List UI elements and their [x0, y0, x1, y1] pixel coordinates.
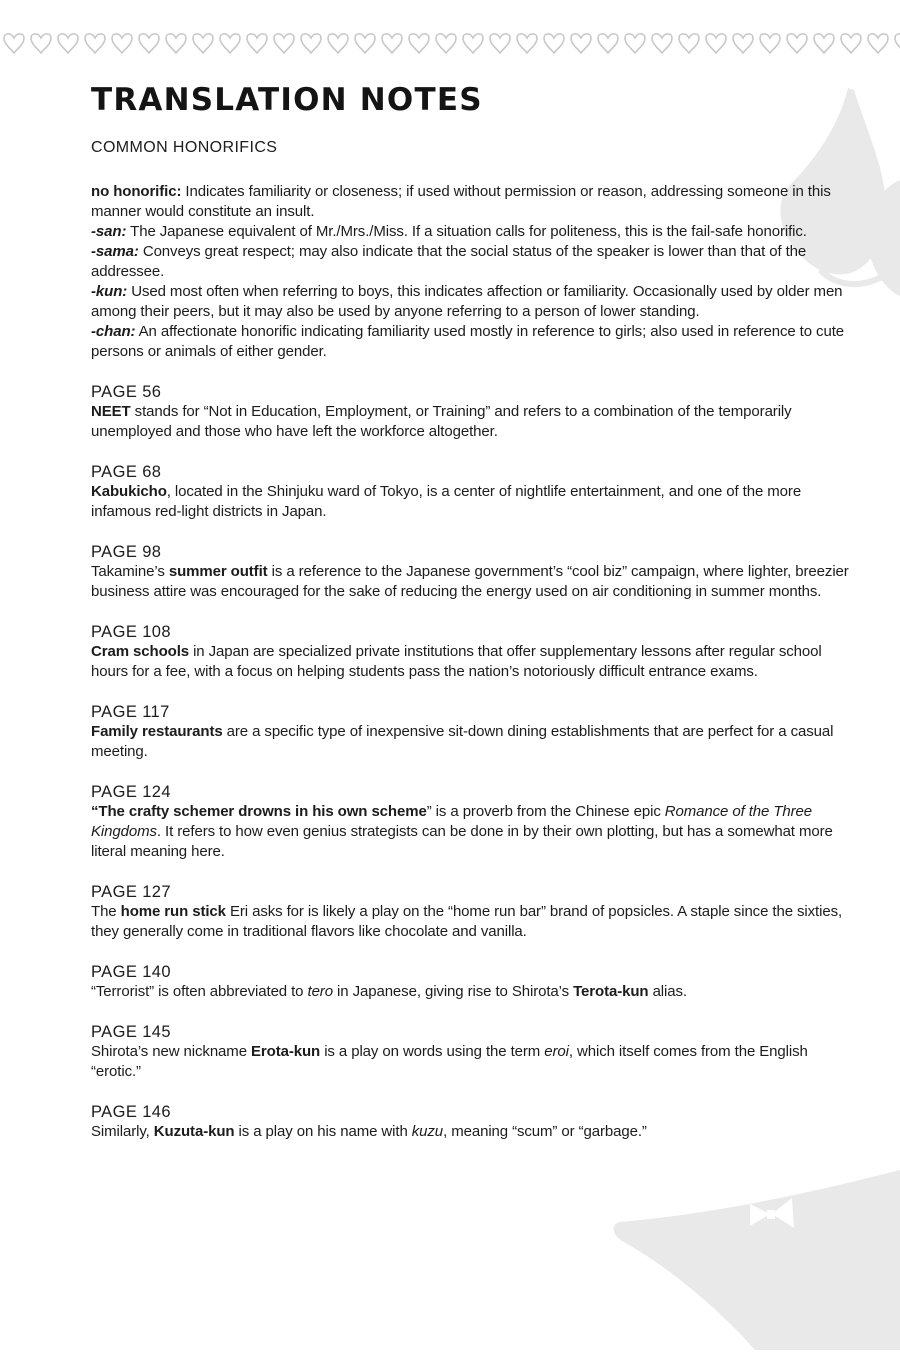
- note-term: Kabukicho: [91, 483, 167, 500]
- note-term: NEET: [91, 403, 131, 420]
- note-page-117: [91, 702, 861, 762]
- honorific-term: -sama:: [91, 243, 139, 260]
- note-page-56: [91, 382, 861, 442]
- heart-outline-icon: [517, 34, 537, 53]
- heart-outline-icon: [733, 34, 753, 53]
- heart-outline-icon: [652, 34, 672, 53]
- heart-outline-icon: [679, 34, 699, 53]
- note-page-68: [91, 462, 861, 522]
- note-term: Terota-kun: [573, 983, 649, 1000]
- heart-outline-icon: [139, 34, 159, 53]
- heart-outline-icon: [409, 34, 429, 53]
- note-text: Family restaurants are a specific type of inexpensive sit-down dining establishments that are perfect for a casual meeting.: [91, 723, 834, 760]
- note-text: NEET stands for “Not in Education, Employment, or Training” and refers to a combination of the temporarily unemployed and those who have left the workforce altogether.: [91, 403, 792, 440]
- note-text: Shirota’s new nickname Erota-kun is a play on words using the term eroi, which itself comes from the English “erotic.”: [91, 1043, 808, 1080]
- honorific-entry: [91, 322, 861, 362]
- note-page-label: PAGE 108: [91, 623, 171, 641]
- heart-outline-icon: [274, 34, 294, 53]
- note-page-145: [91, 1022, 861, 1082]
- note-page-label: PAGE 98: [91, 543, 162, 561]
- honorific-definition: Conveys great respect; may also indicate that the social status of the speaker is lower than that of the addressee.: [91, 243, 807, 280]
- heart-outline-icon: [247, 34, 267, 53]
- note-page-label: PAGE 140: [91, 963, 171, 981]
- note-page-label: PAGE 145: [91, 1023, 171, 1041]
- heart-outline-icon: [868, 34, 888, 53]
- heart-outline-icon: [895, 34, 900, 53]
- note-page-label: PAGE 68: [91, 463, 162, 481]
- honorific-definition: Indicates familiarity or closeness; if used without permission or reason, addressing someone in this manner would constitute an insult.: [91, 183, 831, 220]
- note-term: home run stick: [120, 903, 226, 920]
- honorifics-list: [91, 182, 861, 362]
- panties-silhouette-icon: [610, 1160, 900, 1350]
- heart-outline-icon: [382, 34, 402, 53]
- heart-border: [0, 26, 900, 60]
- note-page-108: [91, 622, 861, 682]
- note-text: “Terrorist” is often abbreviated to tero in Japanese, giving rise to Shirota’s Terota-kun alias.: [91, 983, 687, 1000]
- japanese-term: kuzu: [411, 1123, 444, 1140]
- heart-outline-icon: [193, 34, 213, 53]
- heart-outline-icon: [328, 34, 348, 53]
- note-text: Kabukicho, located in the Shinjuku ward of Tokyo, is a center of nightlife entertainment, and one of the more infamous red-light districts in Japan.: [91, 483, 802, 520]
- note-page-label: PAGE 127: [91, 883, 171, 901]
- honorific-entry: [91, 282, 861, 322]
- heart-outline-icon: [841, 34, 861, 53]
- honorific-entry: [91, 182, 861, 222]
- note-page-label: PAGE 117: [91, 703, 170, 721]
- note-term: Kuzuta-kun: [153, 1123, 235, 1140]
- heart-outline-icon: [112, 34, 132, 53]
- note-page-140: [91, 962, 861, 1002]
- note-text: Takamine’s summer outfit is a reference to the Japanese government’s “cool biz” campaign, where lighter, breezier business attire was encouraged for the sake of reducing the energy used on air conditioning in summer months.: [91, 563, 849, 600]
- translation-notes-page: [91, 78, 861, 1142]
- section-heading-common-honorifics: COMMON HONORIFICS: [91, 139, 278, 156]
- note-term: Erota-kun: [251, 1043, 321, 1060]
- japanese-term: eroi: [544, 1043, 569, 1060]
- note-term: The crafty schemer drowns in his own scheme: [98, 803, 427, 820]
- note-text: Cram schools in Japan are specialized private institutions that offer supplementary lessons after regular school hours for a fee, with a focus on helping students pass the nation’s notoriously difficult entrance exams.: [91, 643, 822, 680]
- heart-outline-icon: [85, 34, 105, 53]
- honorific-definition: The Japanese equivalent of Mr./Mrs./Miss. If a situation calls for politeness, this is the fail-safe honorific.: [126, 223, 807, 240]
- heart-outline-icon: [436, 34, 456, 53]
- honorific-term: no honorific:: [91, 183, 182, 200]
- heart-outline-icon: [598, 34, 618, 53]
- note-page-127: [91, 882, 861, 942]
- note-page-98: [91, 542, 861, 602]
- heart-outline-icon: [4, 34, 24, 53]
- heart-outline-icon: [625, 34, 645, 53]
- note-page-146: [91, 1102, 861, 1142]
- heart-outline-icon: [760, 34, 780, 53]
- heart-outline-icon: [814, 34, 834, 53]
- honorific-entry: [91, 242, 861, 282]
- note-page-label: PAGE 56: [91, 383, 162, 401]
- heart-outline-icon: [463, 34, 483, 53]
- note-text: Similarly, Kuzuta-kun is a play on his name with kuzu, meaning “scum” or “garbage.”: [91, 1123, 647, 1140]
- heart-outline-icon: [544, 34, 564, 53]
- book-title: Romance of the Three Kingdoms: [91, 803, 813, 840]
- heart-outline-icon: [490, 34, 510, 53]
- note-text: The home run stick Eri asks for is likely a play on the “home run bar” brand of popsicles. A staple since the sixties, they generally come in traditional flavors like chocolate and vanilla.: [91, 903, 843, 940]
- heart-outline-icon: [31, 34, 51, 53]
- heart-outline-icon: [571, 34, 591, 53]
- heart-outline-icon: [220, 34, 240, 53]
- honorific-term: -san:: [91, 223, 127, 240]
- heart-outline-icon: [787, 34, 807, 53]
- note-page-label: PAGE 124: [91, 783, 171, 801]
- note-page-label: PAGE 146: [91, 1103, 171, 1121]
- japanese-term: tero: [307, 983, 333, 1000]
- note-term: Family restaurants: [91, 723, 223, 740]
- heart-outline-icon: [0, 26, 900, 60]
- heart-outline-icon: [166, 34, 186, 53]
- heart-outline-icon: [58, 34, 78, 53]
- note-text: “The crafty schemer drowns in his own scheme” is a proverb from the Chinese epic Romance of the Three Kingdoms. It refers to how even genius strategists can be done in by their own plotting, but has a somewhat more literal meaning here.: [91, 803, 833, 860]
- heart-outline-icon: [355, 34, 375, 53]
- honorific-entry: [91, 222, 861, 242]
- honorific-term: -kun:: [91, 283, 128, 300]
- note-page-124: [91, 782, 861, 862]
- note-term: Cram schools: [91, 643, 189, 660]
- honorific-definition: An affectionate honorific indicating familiarity used mostly in reference to girls; also used in reference to cute persons or animals of either gender.: [91, 323, 845, 360]
- heart-outline-icon: [301, 34, 321, 53]
- heart-outline-icon: [706, 34, 726, 53]
- page-title: TRANSLATION NOTES: [91, 82, 483, 118]
- honorific-term: -chan:: [91, 323, 136, 340]
- note-term: summer outfit: [168, 563, 268, 580]
- honorific-definition: Used most often when referring to boys, this indicates affection or familiarity. Occasionally used by older men among their peers, but it may also be used by anyone referring to a person of lower standing.: [91, 283, 843, 320]
